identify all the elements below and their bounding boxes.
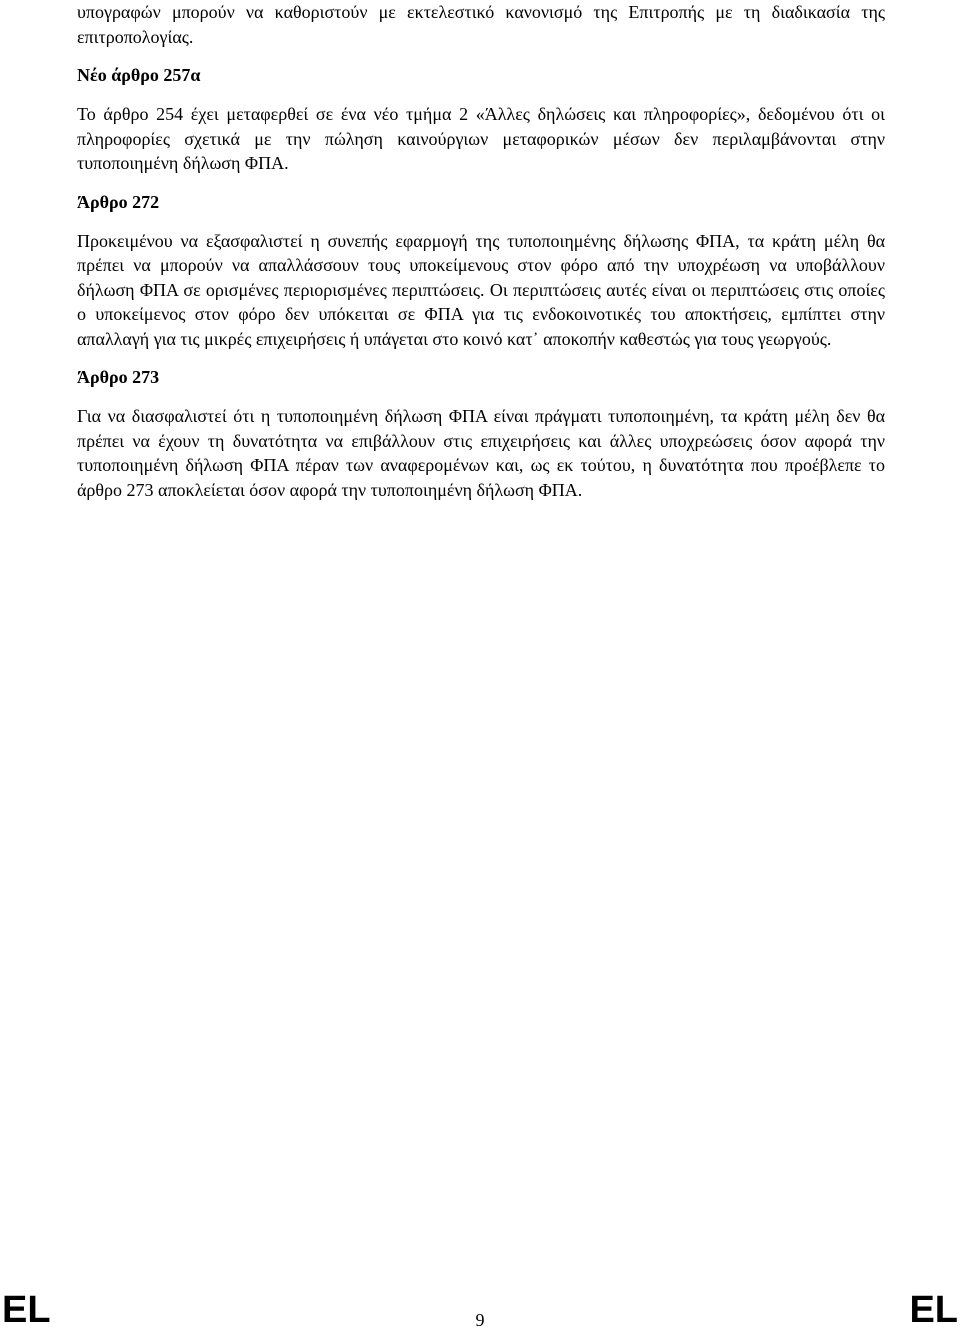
paragraph-intro: υπογραφών μπορούν να καθοριστούν με εκτελεστικό κανονισμό της Επιτροπής με τη διαδικασία της επιτροπολογίας. xyxy=(77,2,885,47)
footer-language-code-right: EL xyxy=(909,1289,958,1331)
paragraph-article-272: Προκειμένου να εξασφαλιστεί η συνεπής εφαρμογή της τυποποιημένης δήλωσης ΦΠΑ, τα κράτη μέλη θα πρέπει να μπορούν να απαλλάσσουν τους υποκείμενους στον φόρο από την υποχρέωση να υποβάλλουν δήλωση ΦΠΑ σε ορισμένες περιορισμένες περιπτώσεις. Οι περιπτώσεις αυτές είναι οι περιπτώσεις στις οποίες ο υποκείμενος στον φόρο δεν υπόκειται σε ΦΠΑ για τις ενδοκοινοτικές του αποκτήσεις, εμπίπτει στην απαλλαγή για τις μικρές επιχειρήσεις ή υπάγεται στο κοινό κατ᾽ αποκοπήν καθεστώς για τους γεωργούς. xyxy=(77,230,885,349)
page-number: 9 xyxy=(475,1310,485,1330)
document-body xyxy=(77,0,885,502)
paragraph-article-273: Για να διασφαλιστεί ότι η τυποποιημένη δήλωση ΦΠΑ είναι πράγματι τυποποιημένη, τα κράτη μέλη δεν θα πρέπει να έχουν τη δυνατότητα να επιβάλλουν στις επιχειρήσεις και άλλες υποχρεώσεις όσον αφορά την τυποποιημένη δήλωση ΦΠΑ πέραν των αναφερομένων και, ως εκ τούτου, η δυνατότητα που προέβλεπε το άρθρο 273 αποκλείεται όσον αφορά την τυποποιημένη δήλωση ΦΠΑ. xyxy=(77,406,885,500)
heading-article-273: Άρθρο 273 xyxy=(77,367,160,387)
heading-new-article-257a: Νέο άρθρο 257α xyxy=(77,65,201,85)
footer-language-code-left: EL xyxy=(2,1289,51,1331)
paragraph-article-257a: Το άρθρο 254 έχει μεταφερθεί σε ένα νέο τμήμα 2 «Άλλες δηλώσεις και πληροφορίες», δεδομένου ότι οι πληροφορίες σχετικά με την πώληση καινούργιων μεταφορικών μέσων δεν περιλαμβάνονται στην τυποποιημένη δήλωση ΦΠΑ. xyxy=(77,104,885,173)
heading-article-272: Άρθρο 272 xyxy=(77,191,160,212)
